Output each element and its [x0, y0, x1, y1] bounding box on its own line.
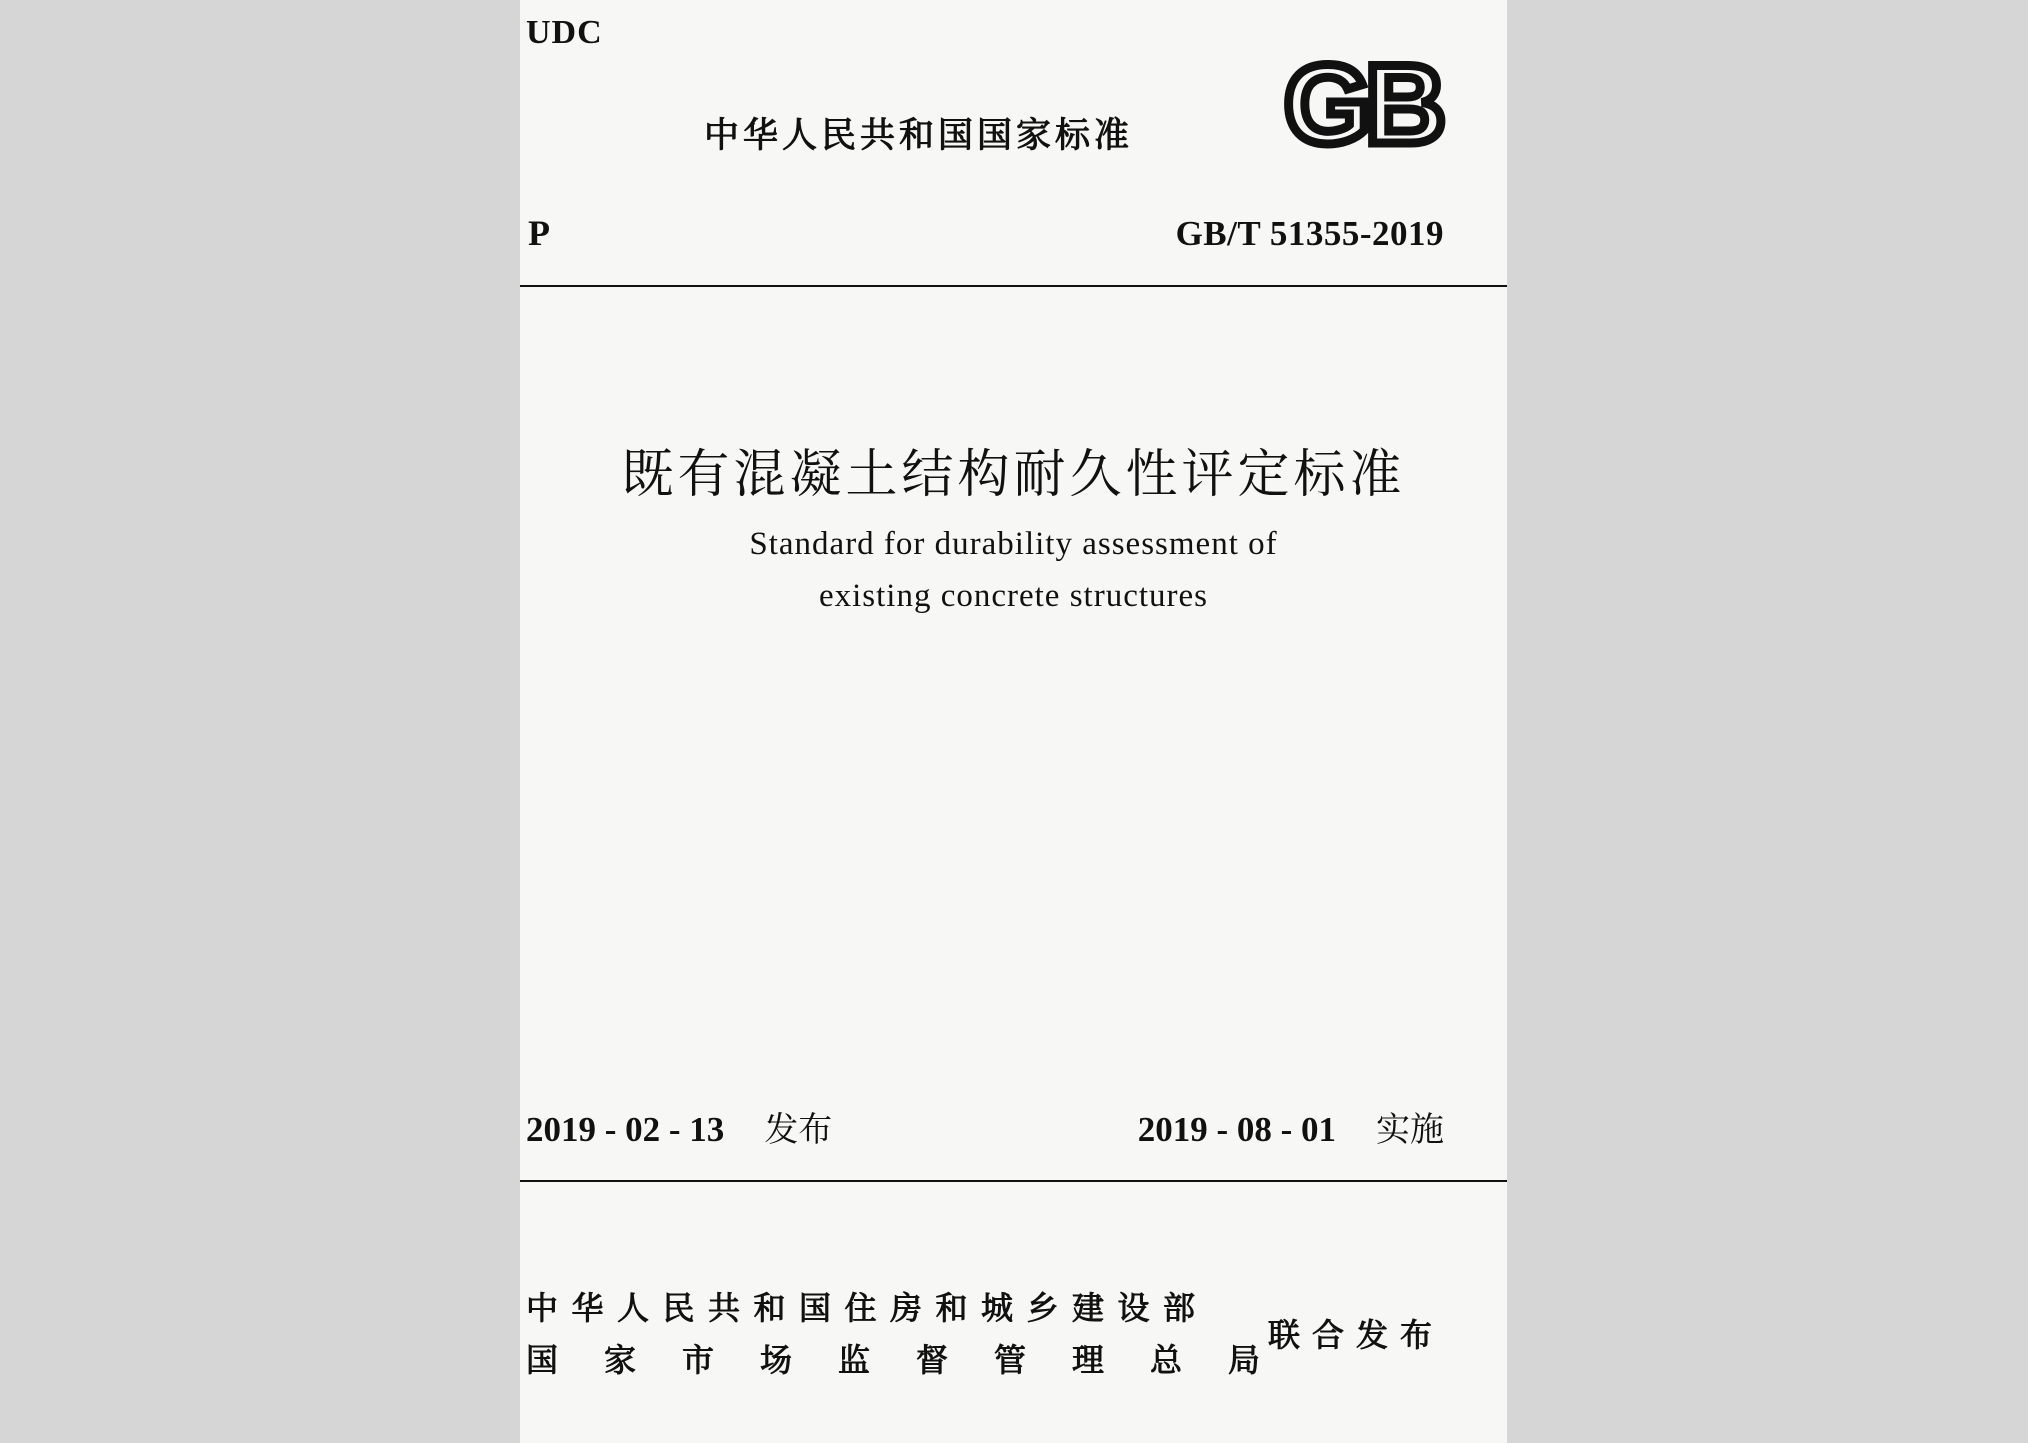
implement-date: 2019 - 08 - 01	[1137, 1110, 1336, 1149]
title-english	[520, 518, 1507, 622]
standard-type: 中华人民共和国国家标准	[704, 116, 1134, 156]
joint-issue-label: 联合发布	[1268, 1316, 1445, 1354]
gb-logo	[1262, 55, 1462, 155]
top-rule	[520, 285, 1507, 287]
bottom-rule	[520, 1180, 1507, 1182]
issuer-ministry: 中华人民共和国住房和城乡建设部	[526, 1289, 1209, 1327]
implement-label: 实施	[1376, 1110, 1444, 1150]
issue-date: 2019 - 02 - 13	[526, 1110, 725, 1149]
issue-label: 发布	[764, 1110, 833, 1150]
issue-date-block	[526, 1102, 832, 1151]
svg-text:GB: GB	[1284, 55, 1440, 155]
standard-number: GB/T 51355-2019	[1175, 214, 1444, 253]
classification-code: P	[528, 213, 550, 253]
udc-label: UDC	[526, 14, 603, 51]
document-page	[520, 0, 1507, 1443]
title-english-line1: Standard for durability assessment of	[749, 526, 1278, 562]
title-english-line2: existing concrete structures	[818, 578, 1209, 614]
title-chinese: 既有混凝土结构耐久性评定标准	[621, 445, 1406, 505]
issuer-administration: 国家市场监督管理总局	[526, 1341, 1307, 1379]
implement-date-block	[1138, 1102, 1444, 1151]
